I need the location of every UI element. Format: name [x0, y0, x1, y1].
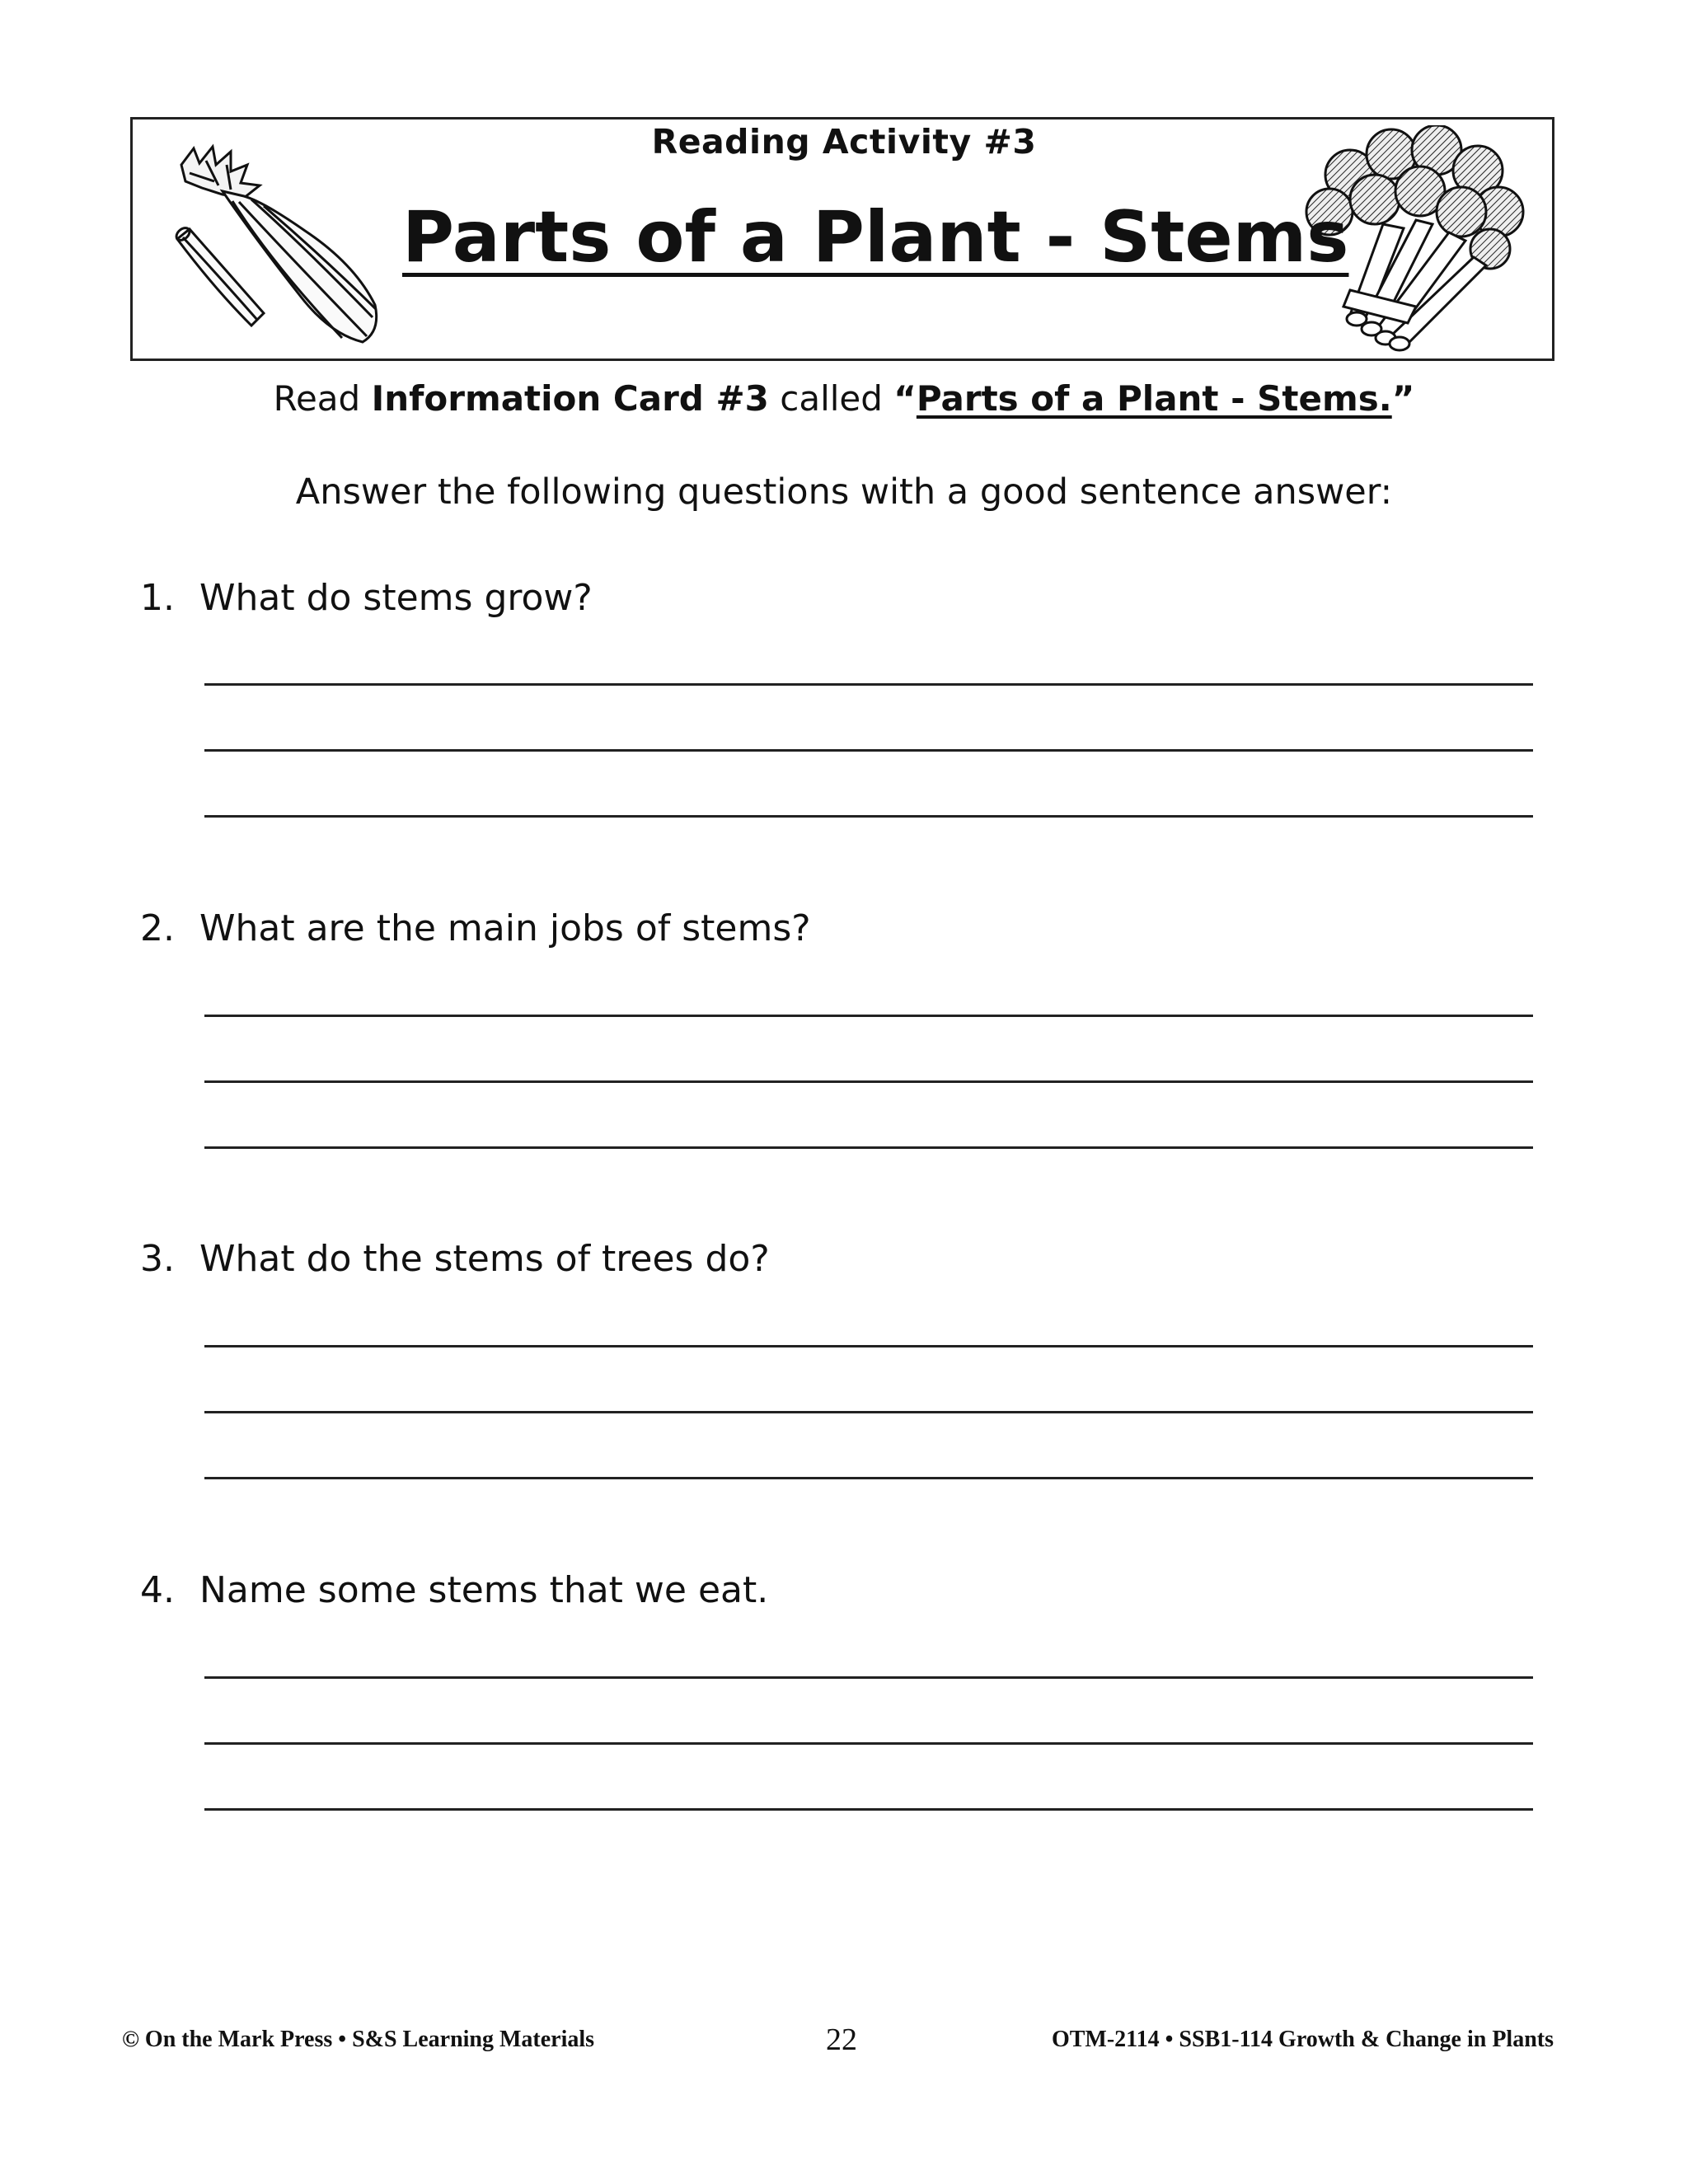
answer-line[interactable]	[204, 1742, 1533, 1745]
question-number: 4.	[140, 1569, 175, 1611]
question-text: What do the stems of trees do?	[199, 1238, 770, 1280]
card-name: Information Card #3	[371, 378, 769, 419]
called-text: called	[780, 378, 883, 419]
read-prefix: Read	[273, 378, 361, 419]
question-text: Name some stems that we eat.	[199, 1569, 769, 1611]
footer-product-code: OTM-2114 • SSB1-114 Growth & Change in Plants	[1051, 2027, 1554, 2052]
answer-line[interactable]	[204, 683, 1533, 686]
answer-line[interactable]	[204, 1676, 1533, 1679]
page-title: Parts of a Plant - Stems	[402, 196, 1349, 279]
question-text: What are the main jobs of stems?	[199, 907, 811, 949]
question-4	[140, 1569, 768, 1611]
answer-line[interactable]	[204, 1411, 1533, 1413]
footer-copyright: © On the Mark Press • S&S Learning Materials	[122, 2027, 595, 2052]
answer-line[interactable]	[204, 815, 1533, 818]
read-instruction	[0, 378, 1688, 419]
answer-line[interactable]	[204, 1015, 1533, 1017]
question-text: What do stems grow?	[199, 577, 593, 619]
answer-line[interactable]	[204, 749, 1533, 752]
activity-label: Reading Activity #3	[651, 122, 1037, 162]
card-title-text: Parts of a Plant - Stems.	[916, 378, 1392, 419]
page-number: 22	[826, 2022, 857, 2057]
question-2	[140, 907, 811, 949]
question-number: 3.	[140, 1238, 175, 1280]
answer-line[interactable]	[204, 1808, 1533, 1811]
celery-icon	[165, 140, 387, 350]
question-1	[140, 577, 593, 619]
answer-line[interactable]	[204, 1146, 1533, 1149]
answer-line[interactable]	[204, 1080, 1533, 1083]
answer-line[interactable]	[204, 1477, 1533, 1479]
question-number: 1.	[140, 577, 175, 619]
answer-instruction: Answer the following questions with a good sentence answer:	[295, 471, 1393, 513]
open-quote: “	[893, 378, 917, 419]
card-title	[893, 378, 1414, 419]
answer-line[interactable]	[204, 1345, 1533, 1347]
question-number: 2.	[140, 907, 175, 949]
close-quote: ”	[1391, 378, 1415, 419]
question-3	[140, 1238, 770, 1280]
